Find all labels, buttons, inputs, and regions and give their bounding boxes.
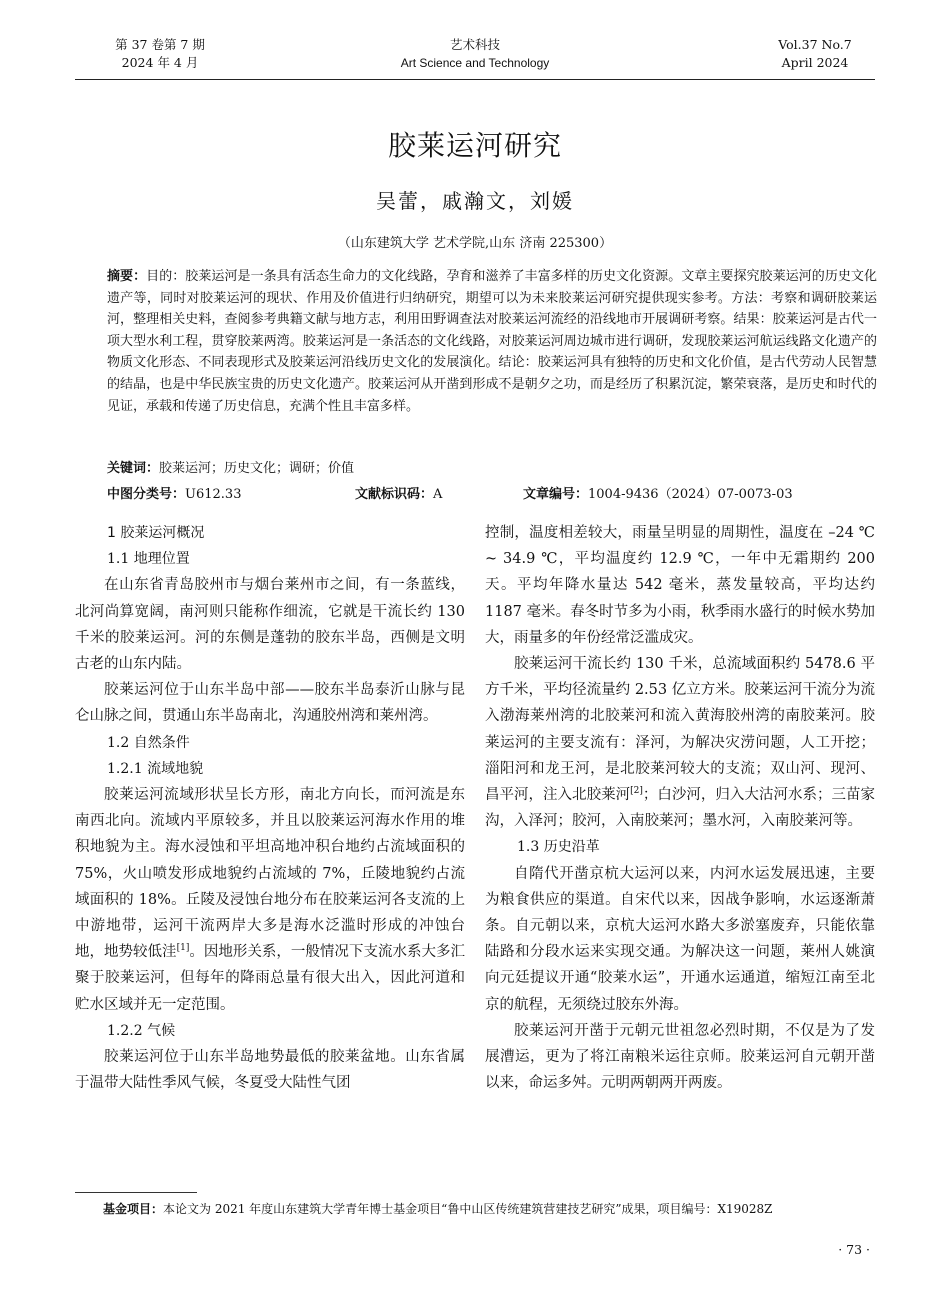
- section-heading-1-2: 1.2 自然条件: [107, 734, 190, 751]
- footnote: [103, 1200, 883, 1218]
- section-heading-1-1: 1.1 地理位置: [107, 551, 190, 568]
- body-column-right: [485, 520, 875, 1096]
- header-journal-en: Art Science and Technology: [400, 56, 550, 70]
- article-number: [523, 485, 793, 505]
- header-journal-cn: 艺术科技: [449, 37, 500, 52]
- keywords-label: 关键词：: [107, 461, 160, 476]
- paragraph-text: 。因地形关系，一般情况下支流水系大多汇聚于胶莱运河，但每年的降雨总量有很大出入，因此河道和贮水区域并无一定范围。: [75, 944, 466, 1013]
- abstract-text: 目的：胶莱运河是一条具有活态生命力的文化线路，孕育和滋养了丰富多样的历史文化资源。文章主要探究胶莱运河的历史文化遗产等，同时对胶莱运河的现状、作用及价值进行归纳研究，期望可以为未来胶莱运河研究提供现实参考。方法：考察和调研胶莱运河，整理相关史料，查阅参考典籍文献与地方志，利用田野调查法对胶莱运河流经的沿线地市开展调研考察。结果：胶莱运河是古代一项大型水利工程，贯穿胶莱两湾。胶莱运河是一条活态的文化线路，对胶莱运河周边城市进行调研，发现胶莱运河航运线路文化遗产的物质文化形态、不同表现形式及胶莱运河沿线历史文化的发展演化。结论：胶莱运河具有独特的历史和文化价值，是古代劳动人民智慧的结晶，也是中华民族宝贵的历史文化遗产。胶莱运河从开凿到形成不是朝夕之功，而是经历了积累沉淀，繁荣衰落，是历史和时代的见证，承载和传递了历史信息，充满个性且丰富多样。: [107, 269, 877, 414]
- footnote-text: 本论文为 2021 年度山东建筑大学青年博士基金项目“鲁中山区传统建筑营建技艺研究”成果，项目编号：X19028Z: [163, 1202, 773, 1216]
- header-volume-en: Vol.37 No.7: [778, 37, 852, 52]
- paragraph: 在山东省青岛胶州市与烟台莱州市之间，有一条蓝线，北河尚算宽阔，南河则只能称作细流，它就是干流长约 130 千米的胶莱运河。河的东侧是蓬勃的胶东半岛，西侧是文明古老的山东内陆。: [75, 577, 465, 673]
- paragraph-text: 胶莱运河流域形状呈长方形，南北方向长，而河流是东南西北向。流域内平原较多，并且以胶莱运河海水作用的堆积地貌为主。海水浸蚀和平坦高地冲积台地约占流域面积的 75%，火山喷发形成地貌约占流域的 7%，丘陵地貌约占流域面积的 18%。丘陵及浸蚀台地分布在胶莱运河各支流的上中游地带，运河干流两岸大多是海水泛滥时形成的冲蚀台地，地势较低洼: [75, 787, 465, 961]
- citation-ref-2[interactable]: [2]: [630, 786, 643, 797]
- section-heading-1-3: 1.3 历史沿革: [517, 839, 600, 856]
- section-heading-1: 1 胶莱运河概况: [107, 525, 205, 541]
- header-volume-block: [90, 36, 230, 72]
- article-number-value: 1004-9436（2024）07-0073-03: [588, 487, 793, 502]
- paragraph: 自隋代开凿京杭大运河以来，内河水运发展迅速，主要为粮食供应的渠道。自宋代以来，因战争影响，水运逐渐萧条。自元朝以来，京杭大运河水路大多淤塞废弃，只能依靠陆路和分段水运来实现交通。为解决这一问题，莱州人姚演向元廷提议开通“胶莱水运”，开通水运通道，缩短江南至北京的航程，无须绕过胶东外海。: [485, 865, 875, 1013]
- paragraph: [485, 651, 875, 834]
- article-title: 胶莱运河研究: [387, 129, 562, 162]
- header-rule: [75, 79, 875, 80]
- keywords-text: 胶莱运河；历史文化；调研；价值: [159, 461, 355, 476]
- doc-label: 文献标识码：: [355, 487, 434, 502]
- paragraph: 胶莱运河开凿于元朝元世祖忽必烈时期，不仅是为了发展漕运，更为了将江南粮米运往京师。胶莱运河自元朝开凿以来，命运多舛。元明两朝两开两废。: [485, 1022, 875, 1092]
- paragraph-text: 胶莱运河干流长约 130 千米，总流域面积约 5478.6 平方千米，平均径流量约 2.53 亿立方米。胶莱运河干流分为流入渤海莱州湾的北胶莱河和流入黄海胶州湾的南胶莱河。胶莱运河的主要支流有：泽河，为解决灾涝问题，人工开挖；淄阳河和龙王河，是北胶莱河较大的支流；双山河、现河、昌平河，注入北胶莱河: [485, 656, 875, 804]
- clc-label: 中图分类号：: [107, 487, 186, 502]
- header-volume-en-block: [760, 36, 870, 72]
- body-column-left: [75, 520, 465, 1096]
- paragraph: 控制，温度相差较大，雨量呈明显的周期性，温度在 –24 ℃ ~ 34.9 ℃，平均温度约 12.9 ℃，一年中无霜期约 200 天。平均年降水量达 542 毫米，蒸发量较高，平均达约 1187 毫米。春冬时节多为小雨，秋季雨水盛行的时候水势加大，雨量多的年份经常泛滥成灾。: [485, 525, 875, 646]
- keywords: [107, 459, 877, 479]
- article-affiliation: （山东建筑大学 艺术学院,山东 济南 225300）: [337, 236, 613, 251]
- section-heading-1-2-1: 1.2.1 流域地貌: [107, 760, 204, 777]
- doc-value: A: [433, 487, 443, 502]
- paragraph-text: ；白沙河，归入大沽河水系；三苗家沟，入泽河；胶河，入南胶莱河；墨水河，入南胶莱河等。: [485, 787, 876, 830]
- article-number-label: 文章编号：: [523, 487, 589, 502]
- document-code: [355, 485, 442, 505]
- citation-ref-1[interactable]: [1]: [176, 943, 190, 954]
- abstract-label: 摘要：: [107, 269, 147, 284]
- clc-value: U612.33: [185, 487, 242, 502]
- header-date-en: April 2024: [781, 55, 849, 70]
- footnote-rule: [75, 1192, 197, 1193]
- clc-number: [107, 485, 241, 505]
- footnote-label: 基金项目：: [103, 1202, 164, 1216]
- header-journal-block: [375, 36, 575, 72]
- page-number: · 73 ·: [838, 1242, 870, 1257]
- section-heading-1-2-2: 1.2.2 气候: [107, 1022, 176, 1039]
- abstract: [107, 266, 877, 417]
- header-volume-cn: 第 37 卷第 7 期: [115, 37, 205, 52]
- paragraph: 胶莱运河位于山东半岛中部——胶东半岛泰沂山脉与昆仑山脉之间，贯通山东半岛南北，沟通胶州湾和莱州湾。: [75, 682, 465, 725]
- header-date-cn: 2024 年 4 月: [121, 55, 199, 70]
- paragraph: 胶莱运河位于山东半岛地势最低的胶莱盆地。山东省属于温带大陆性季风气候，冬夏受大陆性气团: [75, 1049, 465, 1092]
- paragraph: [75, 782, 465, 1018]
- article-authors: 吴蕾，戚瀚文，刘媛: [376, 189, 574, 213]
